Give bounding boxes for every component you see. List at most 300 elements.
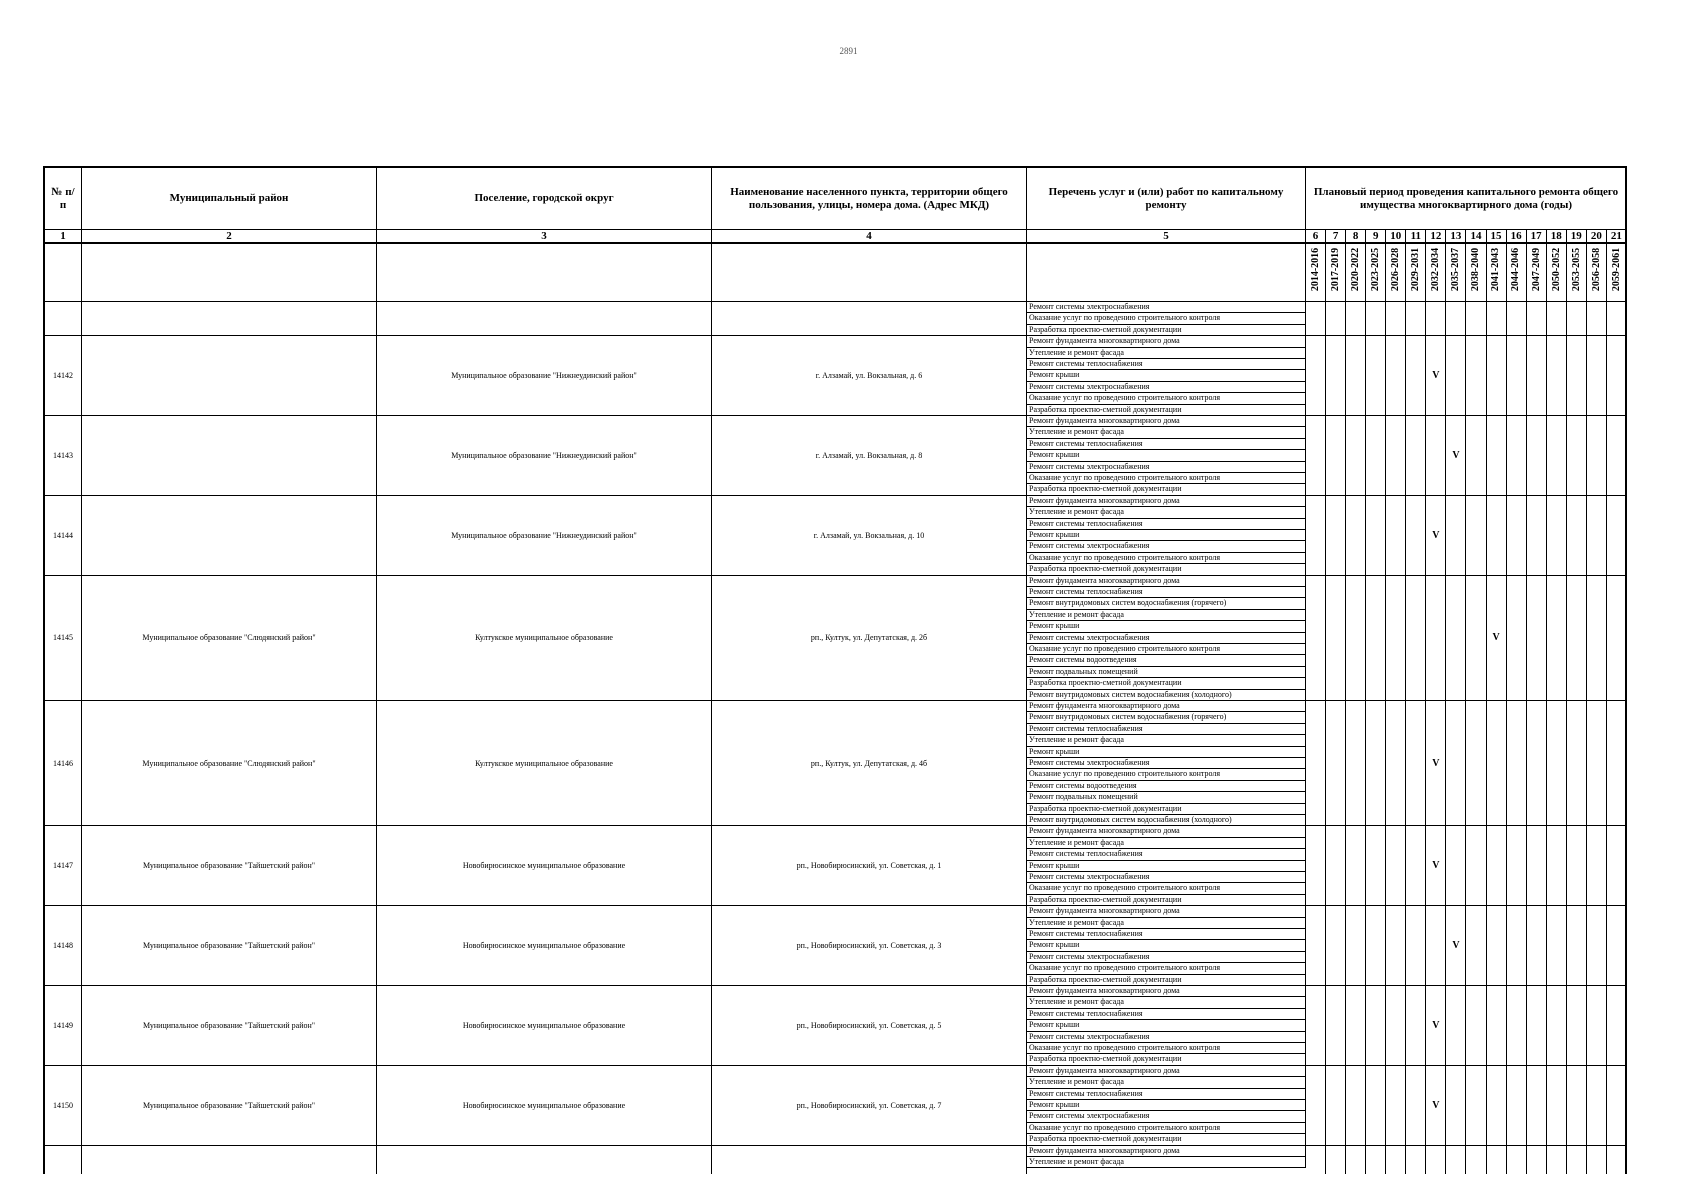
trail-year-cell — [1346, 1146, 1366, 1174]
record-year-cell — [1406, 826, 1426, 906]
year-label — [1346, 244, 1366, 302]
trail-year-cell — [1466, 1146, 1486, 1174]
lead-year-cell — [1607, 302, 1627, 336]
capital-repair-table — [43, 166, 1627, 1174]
lead-year-cell — [1346, 302, 1366, 336]
record-year-cell — [1527, 701, 1547, 826]
record-year-cell — [1507, 826, 1527, 906]
record-settlement: Новобирюсинское муниципальное образование — [377, 986, 712, 1066]
record-year-cell — [1547, 336, 1567, 416]
record-year-cell — [1607, 576, 1627, 701]
year-label-text: 2020-2022 — [1350, 247, 1362, 292]
record-year-cell — [1326, 826, 1346, 906]
lead-district — [82, 302, 377, 336]
lead-year-cell — [1366, 302, 1386, 336]
year-label-text: 2032-2034 — [1430, 247, 1442, 292]
record-work-item: Ремонт системы электроснабжения — [1027, 633, 1306, 644]
record-year-cell — [1547, 1066, 1567, 1146]
record-year-cell — [1446, 986, 1466, 1066]
year-label — [1386, 244, 1406, 302]
record-work-item: Ремонт фундамента многоквартирного дома — [1027, 336, 1306, 347]
record-year-cell — [1346, 826, 1366, 906]
lead-year-cell — [1567, 302, 1587, 336]
lead-year-cell — [1406, 302, 1426, 336]
record-year-cell — [1406, 906, 1426, 986]
year-header-blank — [712, 244, 1027, 302]
record-work-item: Оказание услуг по проведению строительного контроля — [1027, 553, 1306, 564]
record-year-cell — [1547, 701, 1567, 826]
record-work-item: Ремонт системы водоотведения — [1027, 655, 1306, 666]
record-year-cell — [1466, 576, 1486, 701]
record-year-cell — [1607, 701, 1627, 826]
record-work-item: Ремонт фундамента многоквартирного дома — [1027, 986, 1306, 997]
record-work-item: Ремонт фундамента многоквартирного дома — [1027, 496, 1306, 507]
plan-mark: V — [1426, 826, 1446, 906]
record-year-cell — [1607, 906, 1627, 986]
record-year-cell — [1547, 906, 1567, 986]
record-year-cell — [1406, 416, 1426, 496]
record-work-item: Ремонт фундамента многоквартирного дома — [1027, 416, 1306, 427]
plan-mark: V — [1426, 701, 1446, 826]
record-year-cell — [1487, 906, 1507, 986]
column-number: 10 — [1386, 230, 1406, 244]
year-label-text: 2023-2025 — [1370, 247, 1382, 292]
plan-mark: V — [1426, 1066, 1446, 1146]
year-label — [1446, 244, 1466, 302]
record-work-item: Ремонт системы водоотведения — [1027, 781, 1306, 792]
record-year-cell — [1366, 986, 1386, 1066]
record-year-cell — [1466, 986, 1486, 1066]
record-address: рп., Новобирюсинский, ул. Советская, д. 7 — [712, 1066, 1027, 1146]
record-work-item: Утепление и ремонт фасада — [1027, 838, 1306, 849]
header-works: Перечень услуг и (или) работ по капитальному ремонту — [1027, 168, 1306, 230]
record-year-cell — [1366, 1066, 1386, 1146]
record-year-cell — [1466, 906, 1486, 986]
trail-settlement — [377, 1146, 712, 1174]
lead-settlement — [377, 302, 712, 336]
record-year-cell — [1547, 496, 1567, 576]
record-work-item: Разработка проектно-сметной документации — [1027, 1054, 1306, 1065]
record-year-cell — [1567, 826, 1587, 906]
record-work-item: Ремонт подвальных помещений — [1027, 792, 1306, 803]
record-year-cell — [1567, 986, 1587, 1066]
trail-year-cell — [1527, 1146, 1547, 1174]
record-year-cell — [1406, 1066, 1426, 1146]
record-number: 14146 — [45, 701, 82, 826]
year-label — [1366, 244, 1386, 302]
year-label — [1326, 244, 1346, 302]
record-year-cell — [1406, 986, 1426, 1066]
record-work-item: Ремонт внутридомовых систем водоснабжения (холодного) — [1027, 690, 1306, 701]
column-number: 11 — [1406, 230, 1426, 244]
record-year-cell — [1426, 416, 1446, 496]
record-address: г. Алзамай, ул. Вокзальная, д. 8 — [712, 416, 1027, 496]
record-year-cell — [1346, 986, 1366, 1066]
lead-address — [712, 302, 1027, 336]
year-label — [1567, 244, 1587, 302]
record-district — [82, 496, 377, 576]
record-work-item: Разработка проектно-сметной документации — [1027, 678, 1306, 689]
record-address: рп., Новобирюсинский, ул. Советская, д. 5 — [712, 986, 1027, 1066]
record-number: 14142 — [45, 336, 82, 416]
trail-year-cell — [1386, 1146, 1406, 1174]
record-year-cell — [1326, 576, 1346, 701]
record-year-cell — [1306, 416, 1326, 496]
record-year-cell — [1326, 336, 1346, 416]
year-label — [1607, 244, 1627, 302]
year-label-text: 2047-2049 — [1530, 247, 1542, 292]
record-work-item: Ремонт системы теплоснабжения — [1027, 519, 1306, 530]
plan-mark: V — [1426, 496, 1446, 576]
record-year-cell — [1426, 906, 1446, 986]
record-work-item: Разработка проектно-сметной документации — [1027, 564, 1306, 575]
record-work-item: Утепление и ремонт фасада — [1027, 507, 1306, 518]
record-year-cell — [1366, 906, 1386, 986]
record-work-item: Ремонт крыши — [1027, 621, 1306, 632]
record-work-item: Ремонт системы электроснабжения — [1027, 1111, 1306, 1122]
header-num: № п/п — [45, 168, 82, 230]
trail-year-cell — [1547, 1146, 1567, 1174]
record-work-item: Ремонт крыши — [1027, 530, 1306, 541]
record-year-cell — [1607, 986, 1627, 1066]
record-number: 14147 — [45, 826, 82, 906]
record-year-cell — [1547, 416, 1567, 496]
column-number: 2 — [82, 230, 377, 244]
record-year-cell — [1386, 416, 1406, 496]
lead-year-cell — [1587, 302, 1607, 336]
record-number: 14150 — [45, 1066, 82, 1146]
record-district: Муниципальное образование "Тайшетский район" — [82, 986, 377, 1066]
record-number: 14143 — [45, 416, 82, 496]
record-year-cell — [1386, 576, 1406, 701]
record-year-cell — [1306, 1066, 1326, 1146]
record-year-cell — [1306, 496, 1326, 576]
plan-mark: V — [1426, 986, 1446, 1066]
record-settlement: Новобирюсинское муниципальное образование — [377, 1066, 712, 1146]
year-label — [1406, 244, 1426, 302]
lead-num — [45, 302, 82, 336]
record-work-item: Разработка проектно-сметной документации — [1027, 804, 1306, 815]
record-work-item: Ремонт фундамента многоквартирного дома — [1027, 576, 1306, 587]
column-number: 1 — [45, 230, 82, 244]
record-year-cell — [1587, 701, 1607, 826]
record-year-cell — [1567, 416, 1587, 496]
year-label — [1426, 244, 1446, 302]
record-work-item: Ремонт системы электроснабжения — [1027, 462, 1306, 473]
column-number: 14 — [1466, 230, 1486, 244]
record-year-cell — [1366, 496, 1386, 576]
record-work-item: Ремонт системы теплоснабжения — [1027, 587, 1306, 598]
page-number: 2891 — [839, 46, 858, 56]
record-year-cell — [1527, 906, 1547, 986]
record-year-cell — [1487, 986, 1507, 1066]
record-work-item: Ремонт системы электроснабжения — [1027, 952, 1306, 963]
column-number: 7 — [1326, 230, 1346, 244]
record-year-cell — [1587, 416, 1607, 496]
record-year-cell — [1386, 701, 1406, 826]
record-year-cell — [1507, 1066, 1527, 1146]
record-year-cell — [1466, 701, 1486, 826]
lead-work-item: Оказание услуг по проведению строительного контроля — [1027, 313, 1306, 324]
record-work-item: Ремонт подвальных помещений — [1027, 667, 1306, 678]
header-settlement: Поселение, городской округ — [377, 168, 712, 230]
record-number: 14148 — [45, 906, 82, 986]
record-year-cell — [1386, 826, 1406, 906]
record-number: 14145 — [45, 576, 82, 701]
record-work-item: Ремонт системы теплоснабжения — [1027, 929, 1306, 940]
record-work-item: Утепление и ремонт фасада — [1027, 348, 1306, 359]
year-label-text: 2044-2046 — [1510, 247, 1522, 292]
record-year-cell — [1466, 336, 1486, 416]
lead-year-cell — [1426, 302, 1446, 336]
lead-year-cell — [1547, 302, 1567, 336]
record-work-item: Ремонт фундамента многоквартирного дома — [1027, 906, 1306, 917]
record-year-cell — [1346, 416, 1366, 496]
record-district — [82, 336, 377, 416]
header-district: Муниципальный район — [82, 168, 377, 230]
year-label-text: 2050-2052 — [1550, 247, 1562, 292]
record-year-cell — [1607, 826, 1627, 906]
record-work-item: Ремонт системы теплоснабжения — [1027, 724, 1306, 735]
record-work-item: Ремонт системы электроснабжения — [1027, 382, 1306, 393]
trail-year-cell — [1607, 1146, 1627, 1174]
record-year-cell — [1507, 906, 1527, 986]
record-year-cell — [1366, 826, 1386, 906]
record-year-cell — [1326, 496, 1346, 576]
record-work-item: Оказание услуг по проведению строительного контроля — [1027, 769, 1306, 780]
record-year-cell — [1346, 496, 1366, 576]
record-work-item: Ремонт крыши — [1027, 1020, 1306, 1031]
trail-year-cell — [1567, 1146, 1587, 1174]
works-header-blank — [1027, 244, 1306, 302]
record-year-cell — [1366, 416, 1386, 496]
lead-year-cell — [1326, 302, 1346, 336]
record-settlement: Муниципальное образование "Нижнеудинский район" — [377, 496, 712, 576]
column-number: 12 — [1426, 230, 1446, 244]
record-year-cell — [1487, 416, 1507, 496]
header-period: Плановый период проведения капитального ремонта общего имущества многоквартирного дома (годы) — [1306, 168, 1627, 230]
record-number: 14144 — [45, 496, 82, 576]
record-year-cell — [1587, 336, 1607, 416]
record-year-cell — [1527, 826, 1547, 906]
record-work-item: Ремонт фундамента многоквартирного дома — [1027, 826, 1306, 837]
record-year-cell — [1527, 986, 1547, 1066]
record-year-cell — [1487, 701, 1507, 826]
column-number: 9 — [1366, 230, 1386, 244]
record-year-cell — [1326, 986, 1346, 1066]
record-work-item: Ремонт системы электроснабжения — [1027, 1032, 1306, 1043]
record-work-item: Ремонт крыши — [1027, 450, 1306, 461]
year-label-text: 2035-2037 — [1450, 247, 1462, 292]
record-year-cell — [1547, 986, 1567, 1066]
record-district: Муниципальное образование "Тайшетский район" — [82, 906, 377, 986]
column-number: 16 — [1507, 230, 1527, 244]
record-address: рп., Култук, ул. Депутатская, д. 4б — [712, 701, 1027, 826]
record-year-cell — [1567, 576, 1587, 701]
record-settlement: Муниципальное образование "Нижнеудинский район" — [377, 336, 712, 416]
lead-year-cell — [1446, 302, 1466, 336]
record-year-cell — [1567, 1066, 1587, 1146]
record-year-cell — [1306, 986, 1326, 1066]
record-work-item: Утепление и ремонт фасада — [1027, 610, 1306, 621]
record-work-item: Разработка проектно-сметной документации — [1027, 895, 1306, 906]
column-number: 20 — [1587, 230, 1607, 244]
record-year-cell — [1346, 336, 1366, 416]
plan-mark: V — [1446, 416, 1466, 496]
record-work-item: Ремонт системы электроснабжения — [1027, 541, 1306, 552]
record-address: рп., Новобирюсинский, ул. Советская, д. 1 — [712, 826, 1027, 906]
record-year-cell — [1346, 1066, 1366, 1146]
record-year-cell — [1446, 496, 1466, 576]
record-work-item: Ремонт фундамента многоквартирного дома — [1027, 1066, 1306, 1077]
record-year-cell — [1386, 496, 1406, 576]
record-year-cell — [1587, 1066, 1607, 1146]
trail-year-cell — [1366, 1146, 1386, 1174]
year-label-text: 2059-2061 — [1610, 247, 1622, 292]
record-work-item: Ремонт крыши — [1027, 940, 1306, 951]
record-address: г. Алзамай, ул. Вокзальная, д. 10 — [712, 496, 1027, 576]
record-year-cell — [1326, 1066, 1346, 1146]
record-work-item: Оказание услуг по проведению строительного контроля — [1027, 1123, 1306, 1134]
record-year-cell — [1406, 496, 1426, 576]
record-work-item: Ремонт системы теплоснабжения — [1027, 849, 1306, 860]
record-settlement: Муниципальное образование "Нижнеудинский район" — [377, 416, 712, 496]
column-number: 8 — [1346, 230, 1366, 244]
plan-mark: V — [1487, 576, 1507, 701]
column-number: 13 — [1446, 230, 1466, 244]
lead-year-cell — [1507, 302, 1527, 336]
record-year-cell — [1406, 701, 1426, 826]
year-label-text: 2026-2028 — [1390, 247, 1402, 292]
trail-year-cell — [1587, 1146, 1607, 1174]
record-year-cell — [1567, 496, 1587, 576]
record-year-cell — [1587, 496, 1607, 576]
lead-year-cell — [1386, 302, 1406, 336]
record-year-cell — [1507, 496, 1527, 576]
lead-year-cell — [1527, 302, 1547, 336]
record-year-cell — [1466, 416, 1486, 496]
record-work-item: Разработка проектно-сметной документации — [1027, 405, 1306, 416]
record-work-item: Оказание услуг по проведению строительного контроля — [1027, 644, 1306, 655]
header-address: Наименование населенного пункта, территории общего пользования, улицы, номера дома. (Адрес МКД) — [712, 168, 1027, 230]
year-label — [1306, 244, 1326, 302]
record-year-cell — [1587, 906, 1607, 986]
record-work-item: Ремонт внутридомовых систем водоснабжения (горячего) — [1027, 712, 1306, 723]
trail-work-item: Утепление и ремонт фасада — [1027, 1157, 1306, 1168]
record-year-cell — [1507, 576, 1527, 701]
record-year-cell — [1607, 416, 1627, 496]
record-address: рп., Култук, ул. Депутатская, д. 2б — [712, 576, 1027, 701]
record-year-cell — [1567, 906, 1587, 986]
record-work-item: Разработка проектно-сметной документации — [1027, 484, 1306, 495]
record-work-item: Ремонт системы теплоснабжения — [1027, 1089, 1306, 1100]
record-district: Муниципальное образование "Тайшетский район" — [82, 826, 377, 906]
record-work-item: Разработка проектно-сметной документации — [1027, 1134, 1306, 1145]
record-work-item: Ремонт крыши — [1027, 861, 1306, 872]
year-label-text: 2053-2055 — [1570, 247, 1582, 292]
record-work-item: Утепление и ремонт фасада — [1027, 1077, 1306, 1088]
record-year-cell — [1507, 701, 1527, 826]
record-year-cell — [1527, 1066, 1547, 1146]
record-district: Муниципальное образование "Тайшетский район" — [82, 1066, 377, 1146]
record-year-cell — [1366, 576, 1386, 701]
record-work-item: Ремонт крыши — [1027, 370, 1306, 381]
record-year-cell — [1607, 336, 1627, 416]
year-label-text: 2038-2040 — [1470, 247, 1482, 292]
record-year-cell — [1487, 496, 1507, 576]
record-settlement: Култукское муниципальное образование — [377, 701, 712, 826]
year-label — [1487, 244, 1507, 302]
record-year-cell — [1487, 336, 1507, 416]
record-year-cell — [1466, 826, 1486, 906]
year-label-text: 2041-2043 — [1490, 247, 1502, 292]
record-year-cell — [1507, 336, 1527, 416]
record-year-cell — [1446, 701, 1466, 826]
year-label — [1507, 244, 1527, 302]
year-label — [1587, 244, 1607, 302]
record-settlement: Новобирюсинское муниципальное образование — [377, 906, 712, 986]
record-year-cell — [1326, 701, 1346, 826]
record-work-item: Ремонт системы теплоснабжения — [1027, 439, 1306, 450]
record-year-cell — [1507, 986, 1527, 1066]
year-header-blank — [45, 244, 82, 302]
record-work-item: Ремонт системы теплоснабжения — [1027, 359, 1306, 370]
lead-year-cell — [1466, 302, 1486, 336]
trail-year-cell — [1426, 1146, 1446, 1174]
record-year-cell — [1466, 1066, 1486, 1146]
record-year-cell — [1386, 336, 1406, 416]
record-address: г. Алзамай, ул. Вокзальная, д. 6 — [712, 336, 1027, 416]
record-work-item: Ремонт системы электроснабжения — [1027, 758, 1306, 769]
record-year-cell — [1446, 826, 1466, 906]
record-year-cell — [1446, 1066, 1466, 1146]
record-work-item: Оказание услуг по проведению строительного контроля — [1027, 393, 1306, 404]
year-header-blank — [377, 244, 712, 302]
record-year-cell — [1346, 576, 1366, 701]
record-year-cell — [1386, 1066, 1406, 1146]
year-label — [1527, 244, 1547, 302]
lead-year-cell — [1306, 302, 1326, 336]
record-work-item: Ремонт крыши — [1027, 1100, 1306, 1111]
record-year-cell — [1487, 1066, 1507, 1146]
year-label — [1466, 244, 1486, 302]
record-year-cell — [1366, 336, 1386, 416]
column-number: 15 — [1487, 230, 1507, 244]
record-district: Муниципальное образование "Слюдянский район" — [82, 576, 377, 701]
record-work-item: Ремонт системы электроснабжения — [1027, 872, 1306, 883]
record-year-cell — [1446, 336, 1466, 416]
record-work-item: Оказание услуг по проведению строительного контроля — [1027, 1043, 1306, 1054]
year-label-text: 2017-2019 — [1330, 247, 1342, 292]
record-year-cell — [1306, 701, 1326, 826]
record-year-cell — [1306, 576, 1326, 701]
record-year-cell — [1527, 576, 1547, 701]
column-number: 18 — [1547, 230, 1567, 244]
trail-year-cell — [1306, 1146, 1326, 1174]
column-number: 17 — [1527, 230, 1547, 244]
record-year-cell — [1527, 336, 1547, 416]
record-year-cell — [1547, 826, 1567, 906]
record-year-cell — [1587, 826, 1607, 906]
year-label-text: 2029-2031 — [1410, 247, 1422, 292]
record-year-cell — [1466, 496, 1486, 576]
record-settlement: Новобирюсинское муниципальное образование — [377, 826, 712, 906]
record-year-cell — [1587, 576, 1607, 701]
record-year-cell — [1306, 826, 1326, 906]
record-work-item: Ремонт внутридомовых систем водоснабжения (холодного) — [1027, 815, 1306, 826]
record-year-cell — [1607, 496, 1627, 576]
record-year-cell — [1326, 906, 1346, 986]
